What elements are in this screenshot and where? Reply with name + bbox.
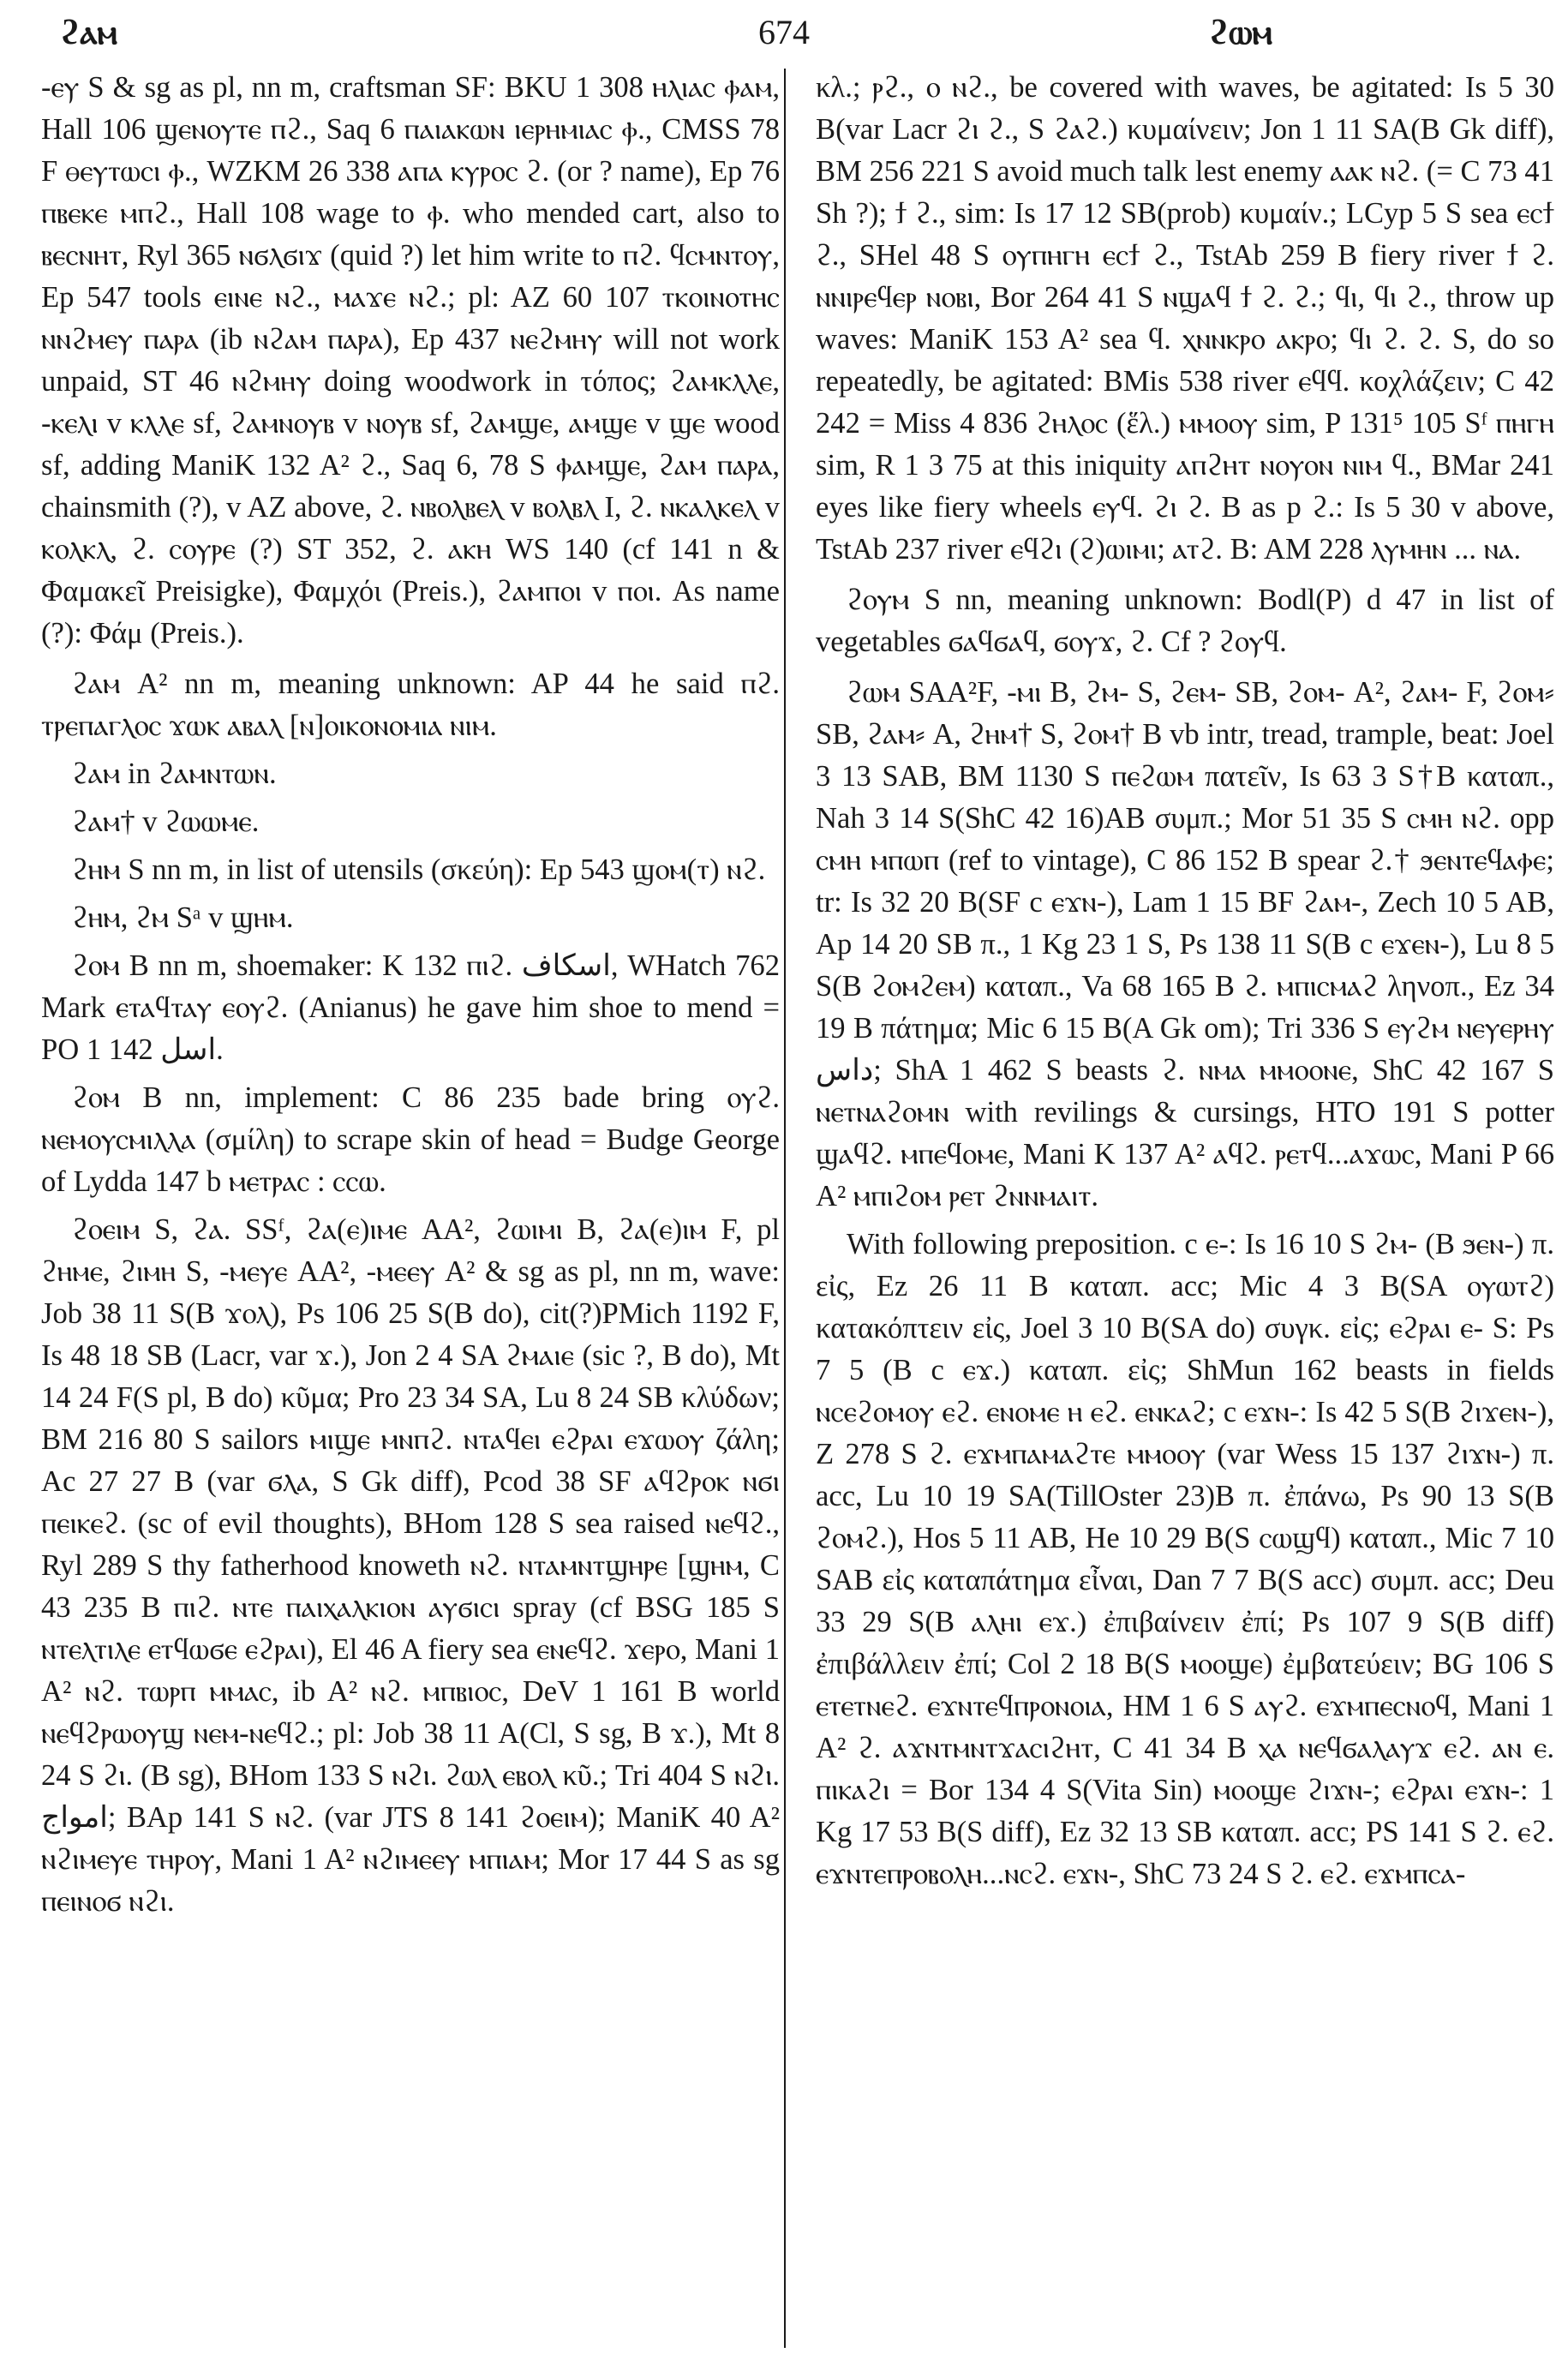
dictionary-entry: ϩⲏⲙ, ϩⲙ Sᵃ v ϣⲏⲙ. bbox=[72, 901, 294, 934]
left-column bbox=[41, 67, 780, 2346]
dictionary-entry: ϩⲁⲙ A² nn m, meaning unknown: AP 44 he said ⲡϩ. ⲧⲣⲉⲡⲁⲅⲗⲟⲥ ϫⲱⲕ ⲁⲃⲁⲗ [ⲛ]ⲟⲓⲕⲟⲛⲟⲙⲓⲁ ⲛⲓⲙ. bbox=[41, 668, 780, 742]
dictionary-entry: ϩⲁⲙ† v ϩⲱⲱⲙⲉ. bbox=[72, 805, 260, 838]
dictionary-entry: ϩⲟⲙ B nn m, shoemaker: K 132 ⲡⲓϩ. اسكاف, WHatch 762 Mark ⲉⲧⲁϥⲧⲁⲩ ⲉⲟⲩϩ. (Anianus) he gave him shoe to mend = PO 1 142 اسل. bbox=[41, 949, 780, 1066]
dictionary-entry: ϩⲁⲙ in ϩⲁⲙⲛⲧⲱⲛ. bbox=[72, 757, 277, 790]
dictionary-entry: ϩⲟⲉⲓⲙ S, ϩⲁ. SSᶠ, ϩⲁ(ⲉ)ⲓⲙⲉ AA², ϩⲱⲓⲙⲓ B, ϩⲁ(ⲉ)ⲓⲙ F, pl ϩⲏⲙⲉ, ϩⲓⲙⲏ S, -ⲙⲉⲩⲉ AA², -ⲙⲉⲉⲩ A² & sg as pl, nn m, wave: Job 38 11 S(B ϫⲟⲗ), Ps 106 25 S(B do), cit(?)PMich 1192 F, Is 48 18 SB (Lacr, var ϫ.), Jon 2 4 SA ϩⲙⲁⲓⲉ (sic ?, B do), Mt 14 24 F(S pl, B do) κῦμα; Pro 23 34 SA, Lu 8 24 SB κλύδων; BM 216 80 S sailors ⲙⲓϣⲉ ⲙⲛⲡϩ. ⲛⲧⲁϥⲉⲓ ⲉϩⲣⲁⲓ ⲉϫⲱⲟⲩ ζάλη; Ac 27 27 B (var ϭⲗⲁ, S Gk diff), Pcod 38 SF ⲁϥϩⲣⲟⲕ ⲛϭⲓ ⲡⲉⲓⲕⲉϩ. (sc of evil thoughts), BHom 128 S sea raised ⲛⲉϥϩ., Ryl 289 S thy fatherhood knoweth ⲛϩ. ⲛⲧⲁⲙⲛⲧϣⲏⲣⲉ [ϣⲏⲙ, C 43 235 B ⲡⲓϩ. ⲛⲧⲉ ⲡⲁⲓⲭⲁⲗⲕⲓⲟⲛ ⲁⲩϭⲓⲥⲓ spray (cf BSG 185 S ⲛⲧⲉⲗⲧⲓⲗⲉ ⲉⲧϥⲱϭⲉ ⲉϩⲣⲁⲓ), El 46 A fiery sea ⲉⲛⲉϥϩ. ϫⲉⲣⲟ, Mani 1 A² ⲛϩ. ⲧⲱⲣⲡ ⲙⲙⲁⲥ, ib A² ⲛϩ. ⲙⲡⲃⲓⲟⲥ, DeV 1 161 B world ⲛⲉϥϩⲣⲱⲟⲩϣ ⲛⲉⲙ-ⲛⲉϥϩ.; pl: Job 38 11 A(Cl, S sg, B ϫ.), Mt 8 24 S ϩⲓ. (B sg), BHom 133 S ⲛϩⲓ. ϩⲱⲗ ⲉⲃⲟⲗ κῦ.; Tri 404 S ⲛϩⲓ. امواج; BAp 141 S ⲛϩ. (var JTS 8 141 ϩⲟⲉⲓⲙ); ManiK 40 A² ⲛϩⲓⲙⲉⲩⲉ ⲧⲏⲣⲟⲩ, Mani 1 A² ⲛϩⲓⲙⲉⲉⲩ ⲙⲡⲓⲁⲙ; Mor 17 44 S as sg ⲡⲉⲓⲛⲟϭ ⲛϩⲓ. bbox=[41, 1213, 780, 1918]
dictionary-entry: With following preposition. c ⲉ-: Is 16 10 S ϩⲙ- (B ϧⲉⲛ-) π. εἰς, Ez 26 11 B καταπ. acc; Mic 4 3 B(SA ⲟⲩⲱⲧϩ) κατακόπτειν εἰς, Joel 3 10 B(SA do) συγκ. εἰς; ⲉϩⲣⲁⲓ ⲉ- S: Ps 7 5 (B c ⲉϫ.) καταπ. εἰς; ShMun 162 beasts in fields ⲛⲥⲉϩⲟⲙⲟⲩ ⲉϩ. ⲉⲛⲟⲙⲉ ⲏ ⲉϩ. ⲉⲛⲕⲁϩ; c ⲉϫⲛ-: Is 42 5 S(B ϩⲓϫⲉⲛ-), Z 278 S ϩ. ⲉϫⲙⲡⲁⲙⲁϩⲧⲉ ⲙⲙⲟⲟⲩ (var Wess 15 137 ϩⲓϫⲛ-) π. acc, Lu 10 19 SA(TillOster 23)B π. ἐπάνω, Ps 90 13 S(B ϩⲟⲙϩ.), Hos 5 11 AB, He 10 29 B(S ⲥⲱϣϥ) καταπ., Mic 7 10 SAB εἰς καταπάτημα εἶναι, Dan 7 7 B(S acc) συμπ. acc; Deu 33 29 S(B ⲁⲗⲏⲓ ⲉϫ.) ἐπιβαίνειν ἐπί; Ps 107 9 S(B diff) ἐπιβάλλειν ἐπί; Col 2 18 B(S ⲙⲟⲟϣⲉ) ἐμβατεύειν; BG 106 S ⲉⲧⲉⲧⲛⲉϩ. ⲉϫⲛⲧⲉϥⲡⲣⲟⲛⲟⲓⲁ, HM 1 6 S ⲁⲩϩ. ⲉϫⲙⲡⲉⲥⲛⲟϥ, Mani 1 A² ϩ. ⲁϫⲛⲧⲙⲛⲧϫⲁⲥⲓϩⲏⲧ, C 41 34 B ⲭⲁ ⲛⲉϥϭⲁⲗⲁⲩϫ ⲉϩ. ⲁⲛ ⲉ. ⲡⲓⲕⲁϩⲓ = Bor 134 4 S(Vita Sin) ⲙⲟⲟϣⲉ ϩⲓϫⲛ-; ⲉϩⲣⲁⲓ ⲉϫⲛ-: 1 Kg 17 53 B(S diff), Ez 32 13 SB καταπ. acc; PS 141 S ϩ. ⲉϩ. ⲉϫⲛⲧⲉⲡⲣⲟⲃⲟⲗⲏ...ⲛⲥϩ. ⲉϫⲛ-, ShC 73 24 S ϩ. ⲉϩ. ⲉϫⲙⲡⲥⲁ- bbox=[816, 1228, 1554, 1890]
page-header bbox=[0, 7, 1568, 58]
page-number: 674 bbox=[758, 13, 810, 51]
dictionary-entry: ϩⲱⲙ SAA²F, -ⲙⲓ B, ϩⲙ- S, ϩⲉⲙ- SB, ϩⲟⲙ- A², ϩⲁⲙ- F, ϩⲟⲙ⸗ SB, ϩⲁⲙ⸗ A, ϩⲏⲙ† S, ϩⲟⲙ† B vb intr, tread, trample, beat: Joel 3 13 SAB, BM 1130 S ⲡⲉϩⲱⲙ πατεῖν, Is 63 3 S†B καταπ., Nah 3 14 S(ShC 42 16)AB συμπ.; Mor 51 35 S ⲥⲙⲏ ⲛϩ. opp ⲥⲙⲏ ⲙⲡⲱⲡ (ref to vintage), C 86 152 B spear ϩ.† ϧⲉⲛⲧⲉϥⲁⲫⲉ; tr: Is 32 20 B(SF c ⲉϫⲛ-), Lam 1 15 BF ϩⲁⲙ-, Zech 10 5 AB, Ap 14 20 SB π., 1 Kg 23 1 S, Ps 138 11 S(B c ⲉϫⲉⲛ-), Lu 8 5 S(B ϩⲟⲙϩⲉⲙ) καταπ., Va 68 165 B ϩ. ⲙⲡⲓⲥⲙⲁϩ ληνοπ., Ez 34 19 B πάτημα; Mic 6 15 B(A Gk om); Tri 336 S ⲉⲩϩⲙ ⲛⲉⲩⲉⲣⲏⲩ داس; ShA 1 462 S beasts ϩ. ⲛⲙⲁ ⲙⲙⲟⲟⲛⲉ, ShC 42 167 S ⲛⲉⲧⲛⲁϩⲟⲙⲛ with revilings & cursings, HTO 191 S potter ϣⲁϥϩ. ⲙⲡⲉϥⲟⲙⲉ, Mani K 137 A² ⲁϥϩ. ⲣⲉⲧϥ...ⲁϫⲱⲥ, Mani P 66 A² ⲙⲡⲓϩⲟⲙ ⲣⲉⲧ ϩⲛⲛⲙⲁⲓⲧ. bbox=[816, 676, 1554, 1212]
dictionary-entry: ϩⲟⲩⲙ S nn, meaning unknown: Bodl(P) d 47 in list of vegetables ϭⲁϥϭⲁϥ, ϭⲟⲩϫ, ϩ. Cf ? ϩⲟⲩϥ. bbox=[816, 584, 1554, 658]
entry-continuation: κλ.; ⲣϩ., ⲟ ⲛϩ., be covered with waves, be agitated: Is 5 30 B(var Lacr ϩⲓ ϩ., S ϩⲁϩ.) κυμαίνειν; Jon 1 11 SA(B Gk diff), BM 256 221 S avoid much talk lest enemy ⲁⲁⲕ ⲛϩ. (= C 73 41 Sh ?); ϯ ϩ., sim: Is 17 12 SB(prob) κυμαίν.; LCyp 5 S sea ⲉⲥϯ ϩ., SHel 48 S ⲟⲩⲡⲏⲅⲏ ⲉⲥϯ ϩ., TstAb 259 B fiery river ϯ ϩ. ⲛⲛⲓⲣⲉϥⲉⲣ ⲛⲟⲃⲓ, Bor 264 41 S ⲛϣⲁϥ ϯ ϩ. ϩ.; ϥⲓ, ϥⲓ ϩ., throw up waves: ManiK 153 A² sea ϥ. ⲭⲛⲛⲕⲣⲟ ⲁⲕⲣⲟ; ϥⲓ ϩ. ϩ. S, do so repeatedly, be agitated: BMis 538 river ⲉϥϥ. κοχλάζειν; C 42 242 = Miss 4 836 ϩⲏⲗⲟⲥ (ἕλ.) ⲙⲙⲟⲟⲩ sim, P 131⁵ 105 Sᶠ ⲡⲏⲅⲏ sim, R 1 3 75 at this iniquity ⲁⲡϩⲏⲧ ⲛⲟⲩⲟⲛ ⲛⲓⲙ ϥ., BMar 241 eyes like fiery wheels ⲉⲩϥ. ϩⲓ ϩ. B as p ϩ.: Is 5 30 v above, TstAb 237 river ⲉϥϩⲓ (ϩ)ⲱⲓⲙⲓ; ⲁⲧϩ. B: AM 228 ⲗⲩⲙⲏⲛ ... ⲛⲁ. bbox=[816, 71, 1554, 566]
column-divider bbox=[784, 69, 786, 2348]
dictionary-entry: ϩⲟⲙ B nn, implement: C 86 235 bade bring ⲟⲩϩ. ⲛⲉⲙⲟⲩⲥⲙⲓⲗⲗⲁ (σμίλη) to scrape skin of head = Budge George of Lydda 147 b ⲙⲉⲧⲣⲁⲥ : ⲥⲥⲱ. bbox=[41, 1081, 780, 1198]
dictionary-entry: ϩⲏⲙ S nn m, in list of utensils (σκεύη): Ep 543 ϣⲟⲙ(ⲧ) ⲛϩ. bbox=[72, 853, 766, 886]
right-column bbox=[816, 67, 1554, 2346]
header-right-headword: ϩⲱⲙ bbox=[1208, 13, 1272, 51]
header-left-headword: ϩⲁⲙ bbox=[60, 13, 117, 51]
entry-continuation: -ⲉⲩ S & sg as pl, nn m, craftsman SF: BKU 1 308 ⲏⲗⲓⲁⲥ ⲫⲁⲙ, Hall 106 ϣⲉⲛⲟⲩⲧⲉ ⲡϩ., Saq 6 ⲡⲁⲓⲁⲕⲱⲛ ⲓⲉⲣⲏⲙⲓⲁⲥ ⲫ., CMSS 78 F ⲑⲉⲩⲧⲱⲥⲓ ⲫ., WZKM 26 338 ⲁⲡⲁ ⲕⲩⲣⲟⲥ ϩ. (or ? name), Ep 76 ⲡⲃⲉⲕⲉ ⲙⲡϩ., Hall 108 wage to ⲫ. who mended cart, also to ⲃⲉⲥⲛⲏⲧ, Ryl 365 ⲛϭⲗϭⲓϫ (quid ?) let him write to ⲡϩ. ϥⲥⲙⲛⲧⲟⲩ, Ep 547 tools ⲉⲓⲛⲉ ⲛϩ., ⲙⲁϫⲉ ⲛϩ.; pl: AZ 60 107 ⲧⲕⲟⲓⲛⲟⲧⲏⲥ ⲛⲛϩⲙⲉⲩ ⲡⲁⲣⲁ (ib ⲛϩⲁⲙ ⲡⲁⲣⲁ), Ep 437 ⲛⲉϩⲙⲏⲩ will not work unpaid, ST 46 ⲛϩⲙⲏⲩ doing woodwork in τόπος; ϩⲁⲙⲕⲗⲗⲉ, -ⲕⲉⲗⲓ v ⲕⲗⲗⲉ sf, ϩⲁⲙⲛⲟⲩⲃ v ⲛⲟⲩⲃ sf, ϩⲁⲙϣⲉ, ⲁⲙϣⲉ v ϣⲉ wood sf, adding ManiK 132 A² ϩ., Saq 6, 78 S ⲫⲁⲙϣⲉ, ϩⲁⲙ ⲡⲁⲣⲁ, chainsmith (?), v AZ above, ϩ. ⲛⲃⲟⲗⲃⲉⲗ v ⲃⲟⲗⲃⲗ I, ϩ. ⲛⲕⲁⲗⲕⲉⲗ v ⲕⲟⲗⲕⲗ, ϩ. ⲥⲟⲩⲣⲉ (?) ST 352, ϩ. ⲁⲕⲏ WS 140 (cf 141 n & Φαμακεῖ Preisigke), Φαμχόι (Preis.), ϩⲁⲙⲡⲟⲓ v ⲡⲟⲓ. As name (?): Φάμ (Preis.). bbox=[41, 71, 780, 650]
